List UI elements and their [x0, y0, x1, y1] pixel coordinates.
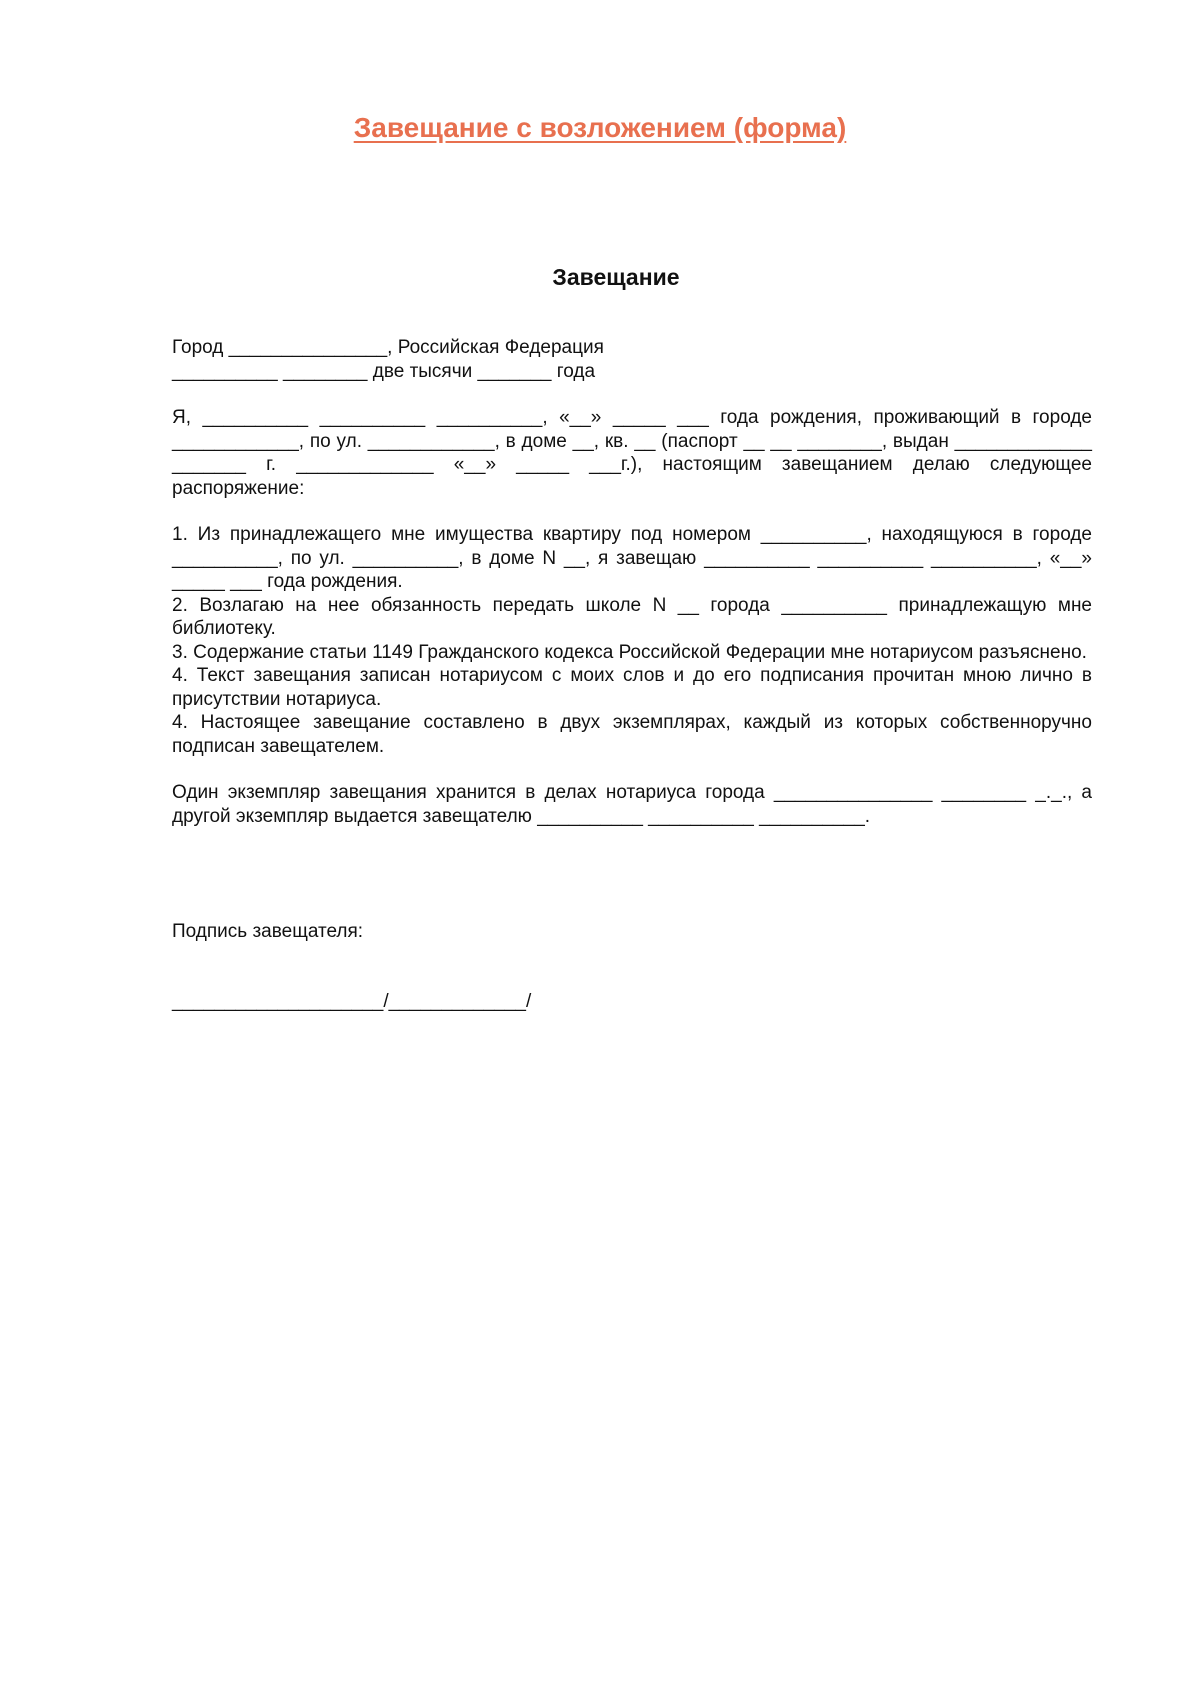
- will-body: [172, 336, 1092, 1013]
- city-line: Город _______________, Российская Федерация: [172, 337, 604, 358]
- document-title-link[interactable]: Завещание с возложением (форма): [353, 112, 847, 143]
- signature-label: Подпись завещателя:: [172, 921, 364, 942]
- clause-3: 3. Содержание статьи 1149 Гражданского кодекса Российской Федерации мне нотариусом разъяснено.: [172, 641, 1087, 663]
- clause-2: 2. Возлагаю на нее обязанность передать школе N __ города __________ принадлежащую мне библиотеку.: [172, 594, 1092, 639]
- date-line: __________ ________ две тысячи _______ года: [172, 360, 596, 382]
- storage-paragraph: Один экземпляр завещания хранится в делах нотариуса города _______________ ________ _._., а другой экземпляр выдается завещателю __________ __________ __________.: [172, 782, 1092, 827]
- signature-line: ____________________/_____________/: [172, 990, 532, 1012]
- intro-paragraph: Я, __________ __________ __________, «__» _____ ___ года рождения, проживающий в городе ____________, по ул. ____________, в доме __, кв. __ (паспорт __ __ ________, выдан _____________ _______ г. _____________ «__» _____ ___г.), настоящим завещанием делаю следующее распоряжение:: [172, 407, 1092, 499]
- clause-1: 1. Из принадлежащего мне имущества квартиру под номером __________, находящуюся в городе __________, по ул. __________, в доме N __, я завещаю __________ __________ __________, «__» _____ ___ года рождения.: [172, 524, 1092, 592]
- clause-5: 4. Настоящее завещание составлено в двух экземплярах, каждый из которых собственноручно подписан завещателем.: [172, 712, 1092, 757]
- clause-4: 4. Текст завещания записан нотариусом с моих слов и до его подписания прочитан мною лично в присутствии нотариуса.: [172, 665, 1092, 710]
- will-title: Завещание: [552, 264, 680, 290]
